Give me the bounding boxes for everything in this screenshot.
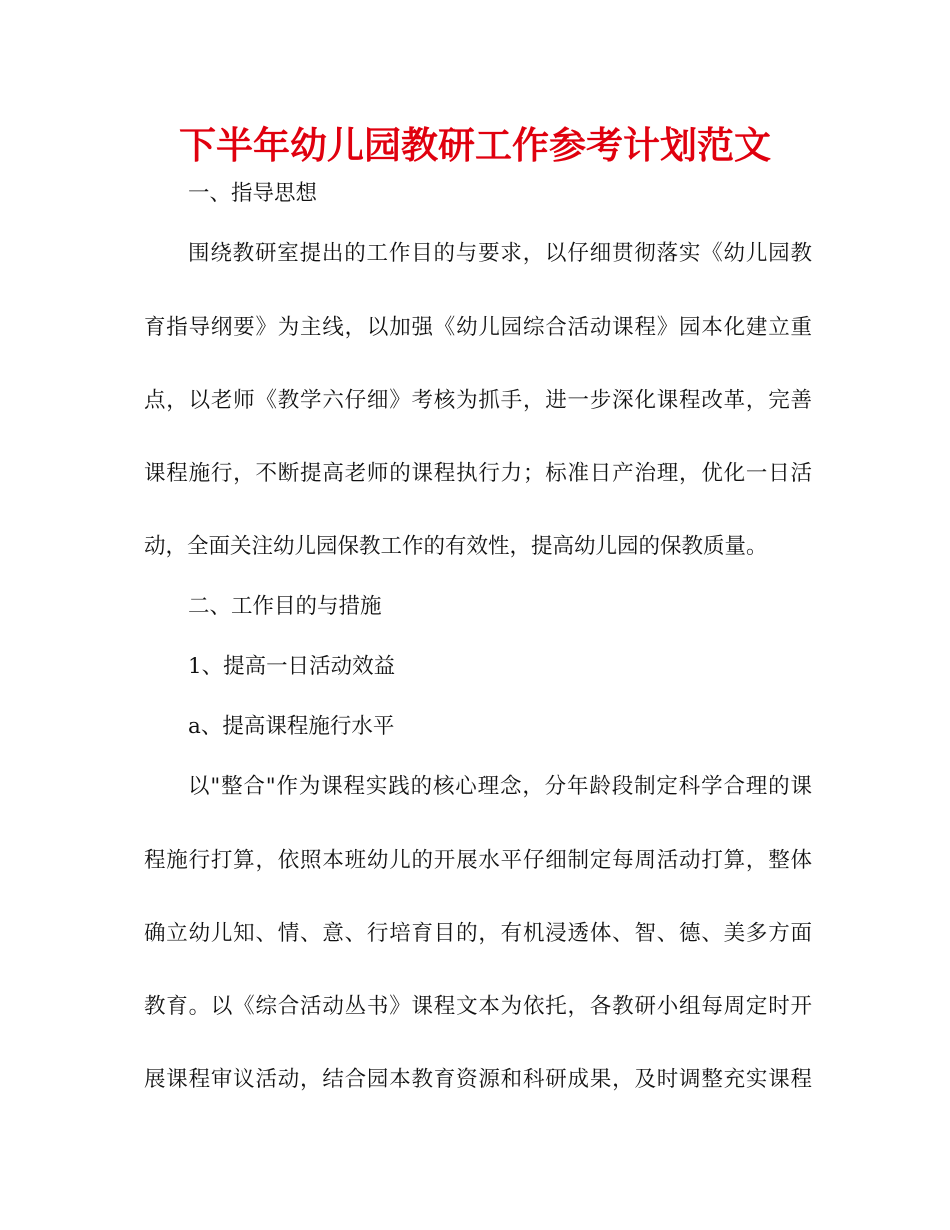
subsection-heading: a、提高课程施行水平 — [188, 714, 395, 739]
paragraph-line: 确立幼儿知、情、意、行培育目的，有机浸透体、智、德、美多方面 — [144, 921, 812, 946]
subsection-heading: 1、提高一日活动效益 — [188, 654, 396, 679]
paragraph-line: 以"整合"作为课程实践的核心理念，分年龄段制定科学合理的课 — [188, 774, 812, 799]
paragraph-line: 育指导纲要》为主线，以加强《幼儿园综合活动课程》园本化建立重 — [144, 315, 812, 340]
paragraph-line: 课程施行，不断提高老师的课程执行力；标准日产治理，优化一日活 — [144, 461, 812, 486]
paragraph-line: 程施行打算，依照本班幼儿的开展水平仔细制定每周活动打算，整体 — [144, 848, 812, 873]
document-title: 下半年幼儿园教研工作参考计划范文 — [179, 124, 771, 167]
paragraph-line: 展课程审议活动，结合园本教育资源和科研成果，及时调整充实课程 — [144, 1067, 812, 1092]
section-heading-goals-measures: 二、工作目的与措施 — [188, 594, 382, 619]
paragraph-line: 教育。以《综合活动丛书》课程文本为依托，各教研小组每周定时开 — [144, 994, 812, 1019]
paragraph-line: 围绕教研室提出的工作目的与要求，以仔细贯彻落实《幼儿园教 — [188, 241, 812, 266]
section-heading-guiding-ideology: 一、指导思想 — [188, 181, 318, 206]
paragraph-line: 点，以老师《教学六仔细》考核为抓手，进一步深化课程改革，完善 — [144, 388, 812, 413]
paragraph-line: 动，全面关注幼儿园保教工作的有效性，提高幼儿园的保教质量。 — [144, 534, 768, 559]
